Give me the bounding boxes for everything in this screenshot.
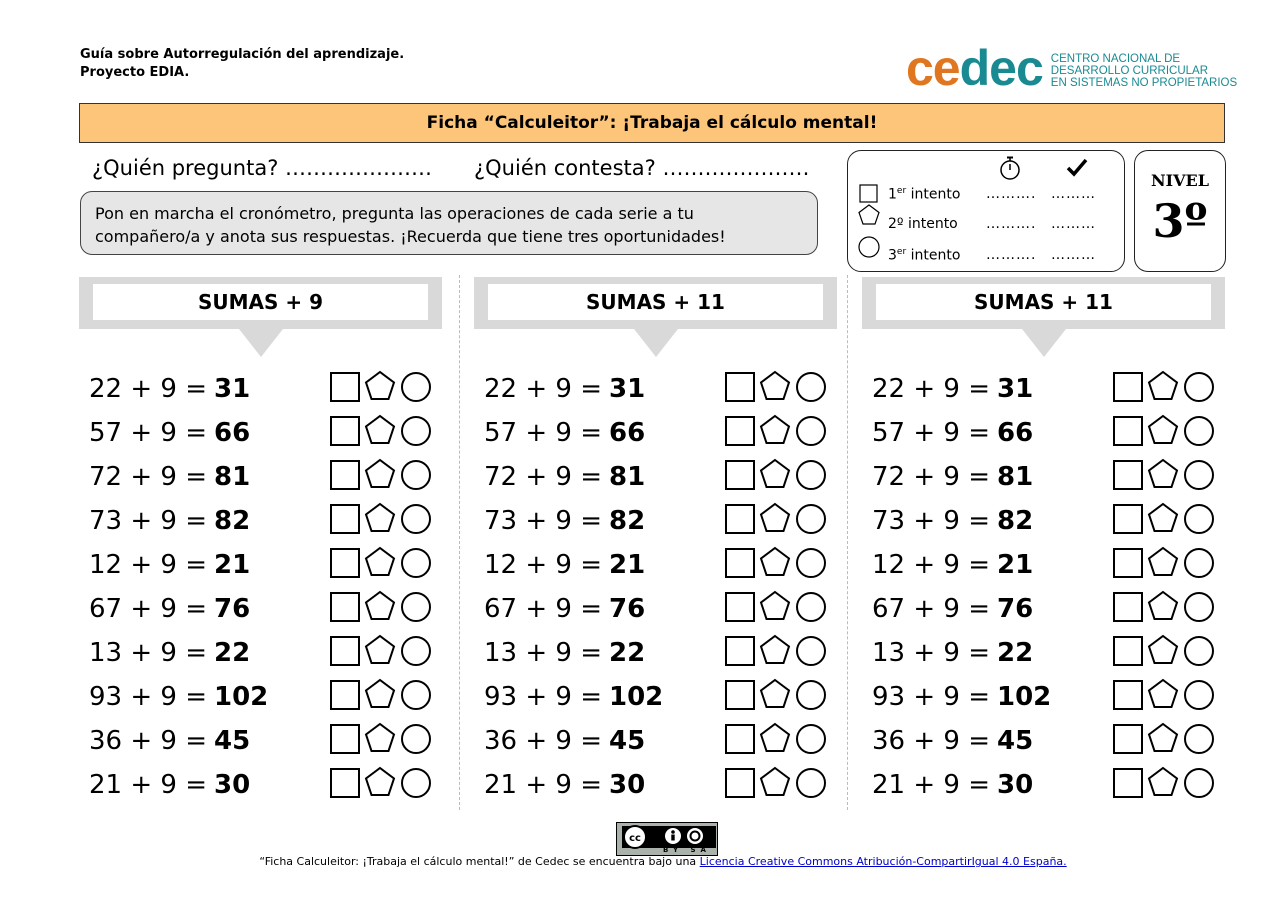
operation-result: 66	[997, 418, 1034, 448]
operation-expression: 93 + 9 =	[484, 682, 602, 712]
attempt-2-pentagon-box[interactable]	[761, 592, 789, 619]
operation-result: 30	[609, 770, 646, 800]
operation-result: 102	[997, 682, 1052, 712]
operation-expression: 72 + 9 =	[484, 462, 602, 492]
operation-result: 76	[214, 594, 251, 624]
attempt-2-pentagon-box[interactable]	[366, 680, 394, 707]
attempt-2-pentagon-box[interactable]	[761, 416, 789, 443]
attempt-1-square-box[interactable]	[331, 637, 359, 665]
attempt-3-circle-box[interactable]	[402, 681, 430, 709]
operation-row	[872, 499, 1217, 543]
attempt-2-pentagon-box[interactable]	[761, 724, 789, 751]
operation-result: 66	[609, 418, 646, 448]
attempt-3-circle-box[interactable]	[797, 769, 825, 797]
attempt-marks	[1112, 722, 1218, 758]
attempt-marks	[724, 414, 830, 450]
operation-expression: 13 + 9 =	[872, 638, 990, 668]
attempt-2-pentagon-box[interactable]	[1149, 416, 1177, 443]
stopwatch-icon	[998, 155, 1022, 181]
attempt-2-pentagon-box[interactable]	[761, 548, 789, 575]
operation-row	[484, 367, 829, 411]
attempt-marks	[1112, 502, 1218, 538]
operation-row	[484, 587, 829, 631]
attempt-2-pentagon-box[interactable]	[366, 724, 394, 751]
attempt-1-square-box[interactable]	[726, 681, 754, 709]
operation-expression: 12 + 9 =	[484, 550, 602, 580]
operation-result: 102	[214, 682, 269, 712]
operation-row	[89, 455, 434, 499]
operation-row	[89, 719, 434, 763]
logo-subtitle-line3: EN SISTEMAS NO PROPIETARIOS	[1050, 77, 1238, 89]
pentagon-icon	[857, 203, 881, 227]
operation-result: 31	[214, 374, 251, 404]
checkmark-icon	[1066, 157, 1088, 177]
attempt-1-square-box[interactable]	[726, 417, 754, 445]
operation-expression: 57 + 9 =	[872, 418, 990, 448]
operation-result: 45	[997, 726, 1034, 756]
operation-expression: 93 + 9 =	[872, 682, 990, 712]
operation-result: 82	[609, 506, 646, 536]
attempt-2-pentagon-box[interactable]	[366, 768, 394, 795]
down-arrow-icon	[1022, 329, 1066, 357]
operation-row	[484, 675, 829, 719]
who-answers-field[interactable]: ¿Quién contesta? …………………	[474, 156, 810, 180]
attempt-marks	[1112, 678, 1218, 714]
attempt-3-circle-box[interactable]	[797, 549, 825, 577]
attempt-3-circle-box[interactable]	[1185, 373, 1213, 401]
cedec-logo	[906, 40, 1238, 96]
attempt-marks	[329, 678, 435, 714]
attempt-3-circle-box[interactable]	[797, 637, 825, 665]
attempt-3-circle-box[interactable]	[797, 505, 825, 533]
logo-subtitle	[1051, 53, 1237, 89]
attempt-2-pentagon-box[interactable]	[1149, 460, 1177, 487]
logo-part-ce: ce	[906, 40, 960, 96]
attempt-3-circle-box[interactable]	[797, 725, 825, 753]
operation-row	[89, 675, 434, 719]
operation-result: 31	[609, 374, 646, 404]
attempt-2-pentagon-box[interactable]	[366, 460, 394, 487]
attempt-1-square-box[interactable]	[726, 373, 754, 401]
attempt-3-circle-box[interactable]	[402, 769, 430, 797]
attempt-marks	[1112, 458, 1218, 494]
attempt-1-square-box[interactable]	[1114, 637, 1142, 665]
attempt-marks	[724, 458, 830, 494]
attempt-3-circle-box[interactable]	[797, 593, 825, 621]
operation-expression: 73 + 9 =	[484, 506, 602, 536]
attempt-2-pentagon-box[interactable]	[366, 592, 394, 619]
attempt-marks	[724, 678, 830, 714]
document-header	[80, 46, 404, 82]
attempt-1-square-box[interactable]	[331, 769, 359, 797]
series-banner	[862, 277, 1225, 329]
operation-row	[89, 367, 434, 411]
attempts-box	[847, 150, 1125, 272]
operation-row	[872, 411, 1217, 455]
attempt-2-pentagon-box[interactable]	[366, 372, 394, 399]
attempt-1-square-box[interactable]	[331, 461, 359, 489]
operation-expression: 67 + 9 =	[89, 594, 207, 624]
attempt-1-square-box[interactable]	[331, 505, 359, 533]
logo-subtitle-line1: CENTRO NACIONAL DE	[1050, 53, 1181, 65]
attempt-1-square-box[interactable]	[726, 769, 754, 797]
attempt-marks	[329, 722, 435, 758]
attempt-marks	[329, 766, 435, 802]
operation-expression: 13 + 9 =	[484, 638, 602, 668]
attempt-1-square-box[interactable]	[1114, 373, 1142, 401]
attempt-2-pentagon-box[interactable]	[1149, 636, 1177, 663]
svg-text:cc: cc	[629, 833, 641, 844]
who-asks-field[interactable]: ¿Quién pregunta? …………………	[92, 156, 433, 180]
attempt-2-pentagon-box[interactable]	[761, 636, 789, 663]
attempt-2-pentagon-box[interactable]	[366, 504, 394, 531]
instructions-box: Pon en marcha el cronómetro, pregunta las operaciones de cada serie a tu compañero/a y anota sus respuestas. ¡Recuerda que tiene tres oportunidades!	[80, 191, 818, 255]
operation-result: 30	[214, 770, 251, 800]
operation-result: 76	[997, 594, 1034, 624]
attempt-marks	[329, 370, 435, 406]
operation-expression: 22 + 9 =	[484, 374, 602, 404]
operation-result: 22	[214, 638, 251, 668]
operation-expression: 72 + 9 =	[89, 462, 207, 492]
operation-row	[872, 763, 1217, 807]
attempt-marks	[329, 546, 435, 582]
operation-expression: 13 + 9 =	[89, 638, 207, 668]
attempt-1-square-box[interactable]	[1114, 769, 1142, 797]
attempt-marks	[329, 414, 435, 450]
operation-result: 30	[997, 770, 1034, 800]
operation-expression: 36 + 9 =	[484, 726, 602, 756]
operation-row	[89, 499, 434, 543]
square-icon	[859, 184, 879, 204]
attempt-3-circle-box[interactable]	[797, 417, 825, 445]
series-title: SUMAS + 9	[93, 284, 428, 320]
logo-part-dec: dec	[959, 40, 1043, 96]
operation-result: 81	[997, 462, 1034, 492]
attempt-3-score[interactable]: ………	[1051, 247, 1096, 263]
attempt-marks	[1112, 370, 1218, 406]
level-label: NIVEL	[1151, 171, 1209, 190]
operation-result: 31	[997, 374, 1034, 404]
attempt-1-square-box[interactable]	[1114, 549, 1142, 577]
attempt-2-pentagon-box[interactable]	[1149, 592, 1177, 619]
attempt-marks	[329, 458, 435, 494]
cc-badge-label: BY SA	[663, 846, 711, 854]
attempt-2-pentagon-box[interactable]	[761, 768, 789, 795]
operation-expression: 67 + 9 =	[484, 594, 602, 624]
operation-result: 45	[214, 726, 251, 756]
attempt-3-circle-box[interactable]	[402, 373, 430, 401]
attempt-3-circle-box[interactable]	[1185, 417, 1213, 445]
column-divider	[459, 275, 460, 810]
attempt-1-square-box[interactable]	[331, 593, 359, 621]
attempt-1-square-box[interactable]	[726, 725, 754, 753]
attempt-3-circle-box[interactable]	[1185, 505, 1213, 533]
operation-row	[484, 499, 829, 543]
operation-expression: 22 + 9 =	[89, 374, 207, 404]
operation-result: 21	[997, 550, 1034, 580]
attempt-2-pentagon-box[interactable]	[761, 504, 789, 531]
attempt-3-circle-box[interactable]	[797, 461, 825, 489]
attempt-3-circle-box[interactable]	[1185, 461, 1213, 489]
attempt-3-circle-box[interactable]	[402, 505, 430, 533]
column-divider	[847, 275, 848, 810]
series-title: SUMAS + 11	[488, 284, 823, 320]
operation-result: 22	[609, 638, 646, 668]
attempt-3-circle-box[interactable]	[402, 461, 430, 489]
operation-row	[484, 411, 829, 455]
attempt-marks	[329, 634, 435, 670]
operation-expression: 72 + 9 =	[872, 462, 990, 492]
attempt-2-pentagon-box[interactable]	[761, 372, 789, 399]
operation-result: 82	[997, 506, 1034, 536]
attempt-1-square-box[interactable]	[1114, 593, 1142, 621]
attempt-marks	[329, 590, 435, 626]
attempt-1-time[interactable]: ……….	[986, 186, 1037, 202]
attempt-3-circle-box[interactable]	[402, 593, 430, 621]
attempt-1-square-box[interactable]	[331, 549, 359, 577]
operation-result: 81	[609, 462, 646, 492]
operation-row	[484, 763, 829, 807]
attempt-marks	[1112, 414, 1218, 450]
attempt-3-circle-box[interactable]	[1185, 681, 1213, 709]
operation-expression: 12 + 9 =	[872, 550, 990, 580]
operation-row	[89, 587, 434, 631]
operation-expression: 36 + 9 =	[89, 726, 207, 756]
operation-expression: 21 + 9 =	[484, 770, 602, 800]
operation-expression: 36 + 9 =	[872, 726, 990, 756]
guide-title: Guía sobre Autorregulación del aprendizaje.	[80, 47, 405, 62]
attempt-1-square-box[interactable]	[331, 373, 359, 401]
operation-expression: 12 + 9 =	[89, 550, 207, 580]
attempt-3-circle-box[interactable]	[402, 417, 430, 445]
down-arrow-icon	[634, 329, 678, 357]
attempt-3-time[interactable]: ……….	[986, 247, 1037, 263]
circle-icon	[857, 235, 881, 259]
operation-expression: 67 + 9 =	[872, 594, 990, 624]
attempt-1-square-box[interactable]	[1114, 461, 1142, 489]
operation-row	[484, 631, 829, 675]
license-link[interactable]: Licencia Creative Commons Atribución-CompartirIgual 4.0 España.	[699, 855, 1067, 868]
operation-row	[872, 719, 1217, 763]
attempt-3-circle-box[interactable]	[1185, 637, 1213, 665]
attempt-1-score[interactable]: ………	[1051, 186, 1096, 202]
attempt-2-pentagon-box[interactable]	[366, 636, 394, 663]
operation-result: 21	[214, 550, 251, 580]
attempt-1-square-box[interactable]	[726, 461, 754, 489]
operation-result: 21	[609, 550, 646, 580]
operation-row	[872, 631, 1217, 675]
attempt-3-circle-box[interactable]	[402, 637, 430, 665]
attempt-2-pentagon-box[interactable]	[1149, 548, 1177, 575]
attempt-3-circle-box[interactable]	[1185, 725, 1213, 753]
attempt-2-pentagon-box[interactable]	[1149, 768, 1177, 795]
attempt-marks	[724, 766, 830, 802]
operation-row	[484, 543, 829, 587]
operation-result: 102	[609, 682, 664, 712]
attempt-1-square-box[interactable]	[331, 725, 359, 753]
attempt-marks	[1112, 634, 1218, 670]
operation-expression: 73 + 9 =	[872, 506, 990, 536]
license-text: “Ficha Calculeitor: ¡Trabaja el cálculo mental!” de Cedec se encuentra bajo una	[259, 855, 700, 868]
attempt-3-circle-box[interactable]	[797, 373, 825, 401]
cc-license-badge[interactable]	[616, 822, 718, 856]
attempt-2-time[interactable]: ……….	[986, 216, 1037, 232]
attempt-marks	[1112, 766, 1218, 802]
operation-expression: 57 + 9 =	[484, 418, 602, 448]
attempt-3-label: 3er intento	[888, 247, 961, 264]
attempt-marks	[724, 634, 830, 670]
operation-result: 45	[609, 726, 646, 756]
operation-row	[484, 455, 829, 499]
operation-expression: 21 + 9 =	[872, 770, 990, 800]
attempt-2-pentagon-box[interactable]	[1149, 724, 1177, 751]
attempt-1-square-box[interactable]	[1114, 681, 1142, 709]
attempt-1-square-box[interactable]	[1114, 725, 1142, 753]
attempt-1-square-box[interactable]	[726, 505, 754, 533]
attempt-3-circle-box[interactable]	[797, 681, 825, 709]
operation-row	[872, 587, 1217, 631]
series-title: SUMAS + 11	[876, 284, 1211, 320]
operation-result: 22	[997, 638, 1034, 668]
operation-expression: 57 + 9 =	[89, 418, 207, 448]
operation-row	[872, 367, 1217, 411]
operation-row	[89, 543, 434, 587]
attempt-1-square-box[interactable]	[726, 549, 754, 577]
operation-result: 81	[214, 462, 251, 492]
attempt-3-circle-box[interactable]	[1185, 769, 1213, 797]
attempt-2-label: 2º intento	[888, 216, 958, 232]
operation-row	[89, 411, 434, 455]
attempt-3-circle-box[interactable]	[402, 549, 430, 577]
worksheet-title: Ficha “Calculeitor”: ¡Trabaja el cálculo mental!	[79, 103, 1225, 143]
operation-expression: 93 + 9 =	[89, 682, 207, 712]
attempt-marks	[724, 546, 830, 582]
attempt-2-pentagon-box[interactable]	[366, 416, 394, 443]
operation-row	[484, 719, 829, 763]
attempt-2-pentagon-box[interactable]	[1149, 372, 1177, 399]
attempt-3-circle-box[interactable]	[1185, 593, 1213, 621]
attempt-marks	[724, 502, 830, 538]
license-notice	[0, 855, 1286, 868]
operation-result: 82	[214, 506, 251, 536]
operation-row	[89, 631, 434, 675]
attempt-1-label: 1er intento	[888, 186, 961, 203]
attempt-3-circle-box[interactable]	[1185, 549, 1213, 577]
attempt-2-pentagon-box[interactable]	[761, 680, 789, 707]
attempt-marks	[724, 370, 830, 406]
attempt-1-square-box[interactable]	[1114, 417, 1142, 445]
operation-row	[872, 455, 1217, 499]
attempt-2-pentagon-box[interactable]	[761, 460, 789, 487]
level-box	[1134, 150, 1226, 272]
attempt-2-pentagon-box[interactable]	[1149, 680, 1177, 707]
down-arrow-icon	[239, 329, 283, 357]
attempt-2-pentagon-box[interactable]	[1149, 504, 1177, 531]
operation-expression: 21 + 9 =	[89, 770, 207, 800]
attempt-2-pentagon-box[interactable]	[366, 548, 394, 575]
logo-subtitle-line2: DESARROLLO CURRICULAR	[1050, 65, 1208, 77]
attempt-1-square-box[interactable]	[1114, 505, 1142, 533]
operation-row	[89, 763, 434, 807]
attempt-1-square-box[interactable]	[726, 637, 754, 665]
attempt-3-circle-box[interactable]	[402, 725, 430, 753]
attempt-marks	[1112, 590, 1218, 626]
operation-result: 66	[214, 418, 251, 448]
attempt-2-score[interactable]: ………	[1051, 216, 1096, 232]
attempt-1-square-box[interactable]	[331, 417, 359, 445]
attempt-1-square-box[interactable]	[331, 681, 359, 709]
attempt-marks	[329, 502, 435, 538]
series-banner	[79, 277, 442, 329]
series-banner	[474, 277, 837, 329]
level-value: 3º	[1152, 194, 1208, 248]
operation-row	[872, 543, 1217, 587]
attempt-marks	[1112, 546, 1218, 582]
attempt-marks	[724, 722, 830, 758]
attempt-marks	[724, 590, 830, 626]
project-name: Proyecto EDIA.	[80, 65, 190, 80]
operation-result: 76	[609, 594, 646, 624]
operation-row	[872, 675, 1217, 719]
operation-expression: 22 + 9 =	[872, 374, 990, 404]
attempt-1-square-box[interactable]	[726, 593, 754, 621]
operation-expression: 73 + 9 =	[89, 506, 207, 536]
